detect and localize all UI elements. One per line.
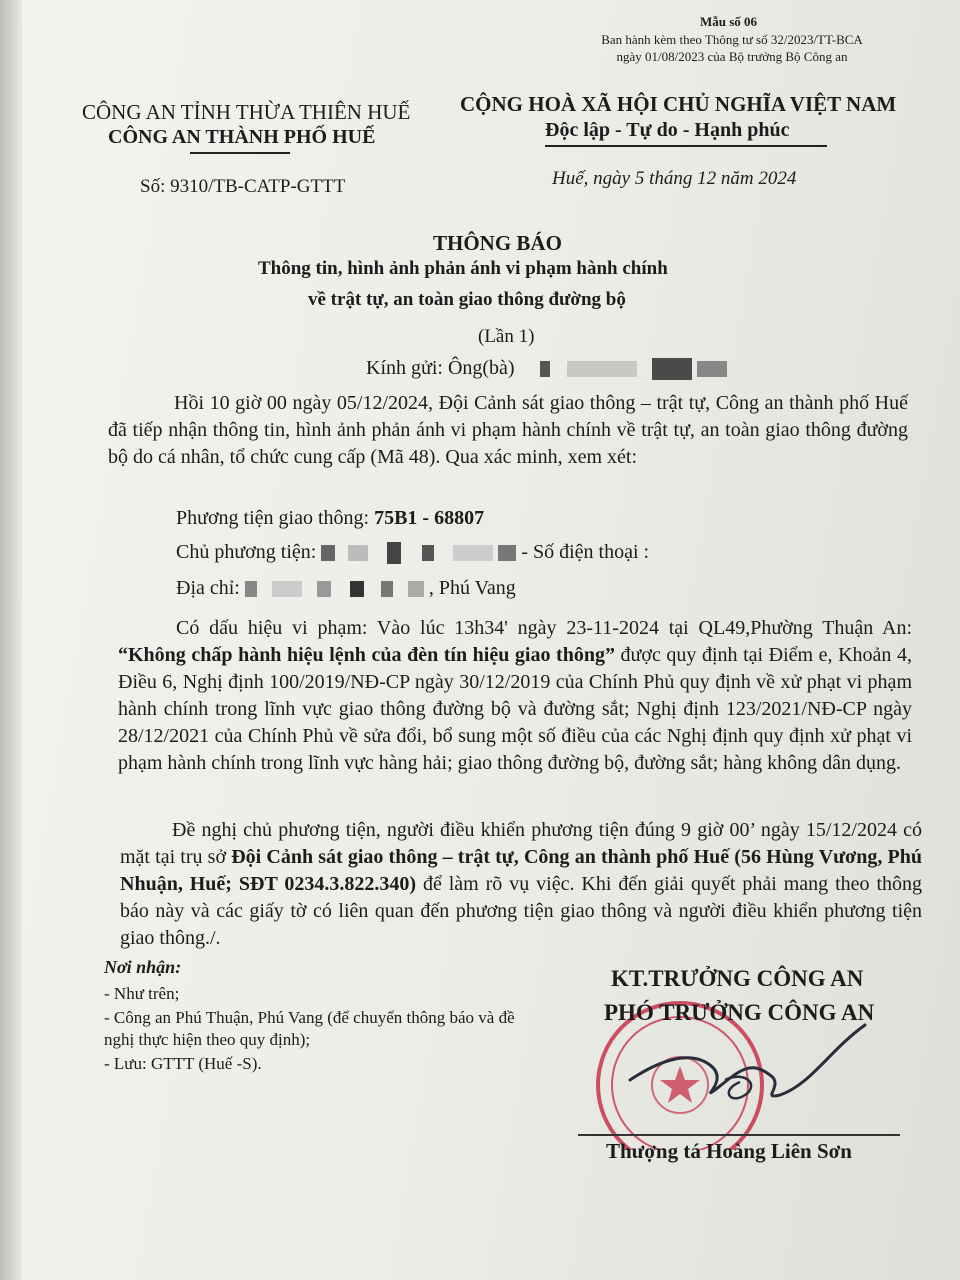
document-title: THÔNG BÁO <box>433 231 562 255</box>
redaction-block <box>567 361 637 377</box>
national-motto: Độc lập - Tự do - Hạnh phúc <box>545 119 790 141</box>
summons-requirements: để làm rõ vụ việc. Khi đến giải quyết phải mang theo thông báo này và các giấy tờ có liên quan đến phương tiện giao thông và người điều khiển phương tiện giao thông./. <box>120 873 923 949</box>
redacted-address <box>245 577 429 599</box>
address-label: Địa chỉ: <box>176 577 245 599</box>
violation-legal-basis: được quy định tại Điểm e, Khoản 4, Điều 6, Nghị định 100/2019/NĐ-CP ngày 30/12/2019 của Chính Phủ quy định về xử phạt vi phạm hành chính trong lĩnh vực giao thông đường bộ và đường sắt; Nghị định 123/2021/NĐ-CP ngày 28/12/2021 của Chính Phủ về sửa đổi, bổ sung một số điều của các Nghị định quy định xử phạt vi phạm hành chính trong lĩnh vực hàng hải; giao thông đường bộ, đường sắt; hàng không dân dụng. <box>118 644 912 774</box>
nation-header: CỘNG HOÀ XÃ HỘI CHỦ NGHĨA VIỆT NAM <box>460 92 897 116</box>
handwritten-signature <box>620 1020 870 1120</box>
form-issued-by <box>582 31 882 65</box>
recipient-line <box>366 357 727 380</box>
owner-line <box>176 541 649 564</box>
signature-divider <box>578 1134 900 1136</box>
recipient-item: - Công an Phú Thuận, Phú Vang (để chuyển thông báo và đề nghị thực hiện theo quy định); <box>104 1008 515 1049</box>
address-line <box>176 577 516 600</box>
redaction-block <box>317 581 331 597</box>
paragraph-violation <box>118 615 912 777</box>
vehicle-label: Phương tiện giao thông: <box>176 507 375 529</box>
redaction-block <box>350 581 364 597</box>
phone-label: - Số điện thoại : <box>521 541 650 563</box>
signer-name: Thượng tá Hoàng Liên Sơn <box>606 1139 852 1163</box>
redaction-block <box>540 361 550 377</box>
document-number: Số: 9310/TB-CATP-GTTT <box>140 176 346 197</box>
redaction-block <box>453 545 493 561</box>
violation-name: “Không chấp hành hiệu lệnh của đèn tín hiệu giao thông” <box>118 644 615 666</box>
summons-intro: Đề nghị chủ phương tiện, người điều khiển phương tiện đúng 9 giờ 00’ ngày 15/12/2024 có mặt tại trụ sở <box>120 819 922 868</box>
agency-name: CÔNG AN THÀNH PHỐ HUẾ <box>108 126 376 148</box>
owner-label: Chủ phương tiện: <box>176 541 322 563</box>
redaction-block <box>422 545 434 561</box>
redaction-block <box>387 542 401 564</box>
recipient-label: Kính gửi: Ông(bà) <box>366 357 515 379</box>
notice-count: (Lần 1) <box>478 326 535 347</box>
redaction-block <box>321 545 335 561</box>
form-issued-line1: Ban hành kèm theo Thông tư số 32/2023/TT-BCA <box>601 32 863 47</box>
motto-underline <box>545 145 827 147</box>
form-number: Mẫu số 06 <box>700 14 758 29</box>
agency-underline <box>190 152 290 154</box>
signatory-title-2: PHÓ TRƯỞNG CÔNG AN <box>604 1000 875 1025</box>
redaction-block <box>498 545 516 561</box>
redacted-owner <box>321 541 521 563</box>
signatory-title-1: KT.TRƯỞNG CÔNG AN <box>611 966 864 991</box>
document-subtitle-line2: về trật tự, an toàn giao thông đường bộ <box>308 289 626 310</box>
address-district: , Phú Vang <box>428 577 516 599</box>
paragraph-summons <box>120 817 922 952</box>
vehicle-plate: 75B1 - 68807 <box>374 507 485 529</box>
paragraph-receipt: Hồi 10 giờ 00 ngày 05/12/2024, Đội Cảnh sát giao thông – trật tự, Công an thành phố Huế đã tiếp nhận thông tin, hình ảnh phản ánh vi phạm hành chính về trật tự, an toàn giao thông đường bộ do cá nhân, tổ chức cung cấp (Mã 48). Qua xác minh, xem xét: <box>108 392 908 468</box>
redaction-block <box>348 545 368 561</box>
agency-parent: CÔNG AN TỈNH THỪA THIÊN HUẾ <box>82 100 411 124</box>
redaction-block <box>408 581 424 597</box>
redaction-block <box>245 581 257 597</box>
redaction-block <box>652 358 692 380</box>
recipient-item: - Lưu: GTTT (Huế -S). <box>104 1054 262 1073</box>
recipient-item: - Như trên; <box>104 984 180 1003</box>
vehicle-line <box>176 507 484 530</box>
redaction-block <box>272 581 302 597</box>
recipients-heading: Nơi nhận: <box>104 957 182 977</box>
redaction-block <box>697 361 727 377</box>
document-date: Huế, ngày 5 tháng 12 năm 2024 <box>552 168 797 189</box>
violation-intro: Có dấu hiệu vi phạm: Vào lúc 13h34' ngày 23-11-2024 tại QL49,Phường Thuận An: <box>176 617 912 639</box>
redacted-name <box>540 357 727 379</box>
redaction-block <box>381 581 393 597</box>
form-issued-line2: ngày 01/08/2023 của Bộ trưởng Bộ Công an <box>616 49 848 64</box>
document-subtitle-line1: Thông tin, hình ảnh phản ánh vi phạm hành chính <box>258 258 668 279</box>
summons-office: Đội Cảnh sát giao thông – trật tự, Công an thành phố Huế (56 Hùng Vương, Phú Nhuận, Huế; SĐT 0234.3.822.340) <box>120 846 923 895</box>
